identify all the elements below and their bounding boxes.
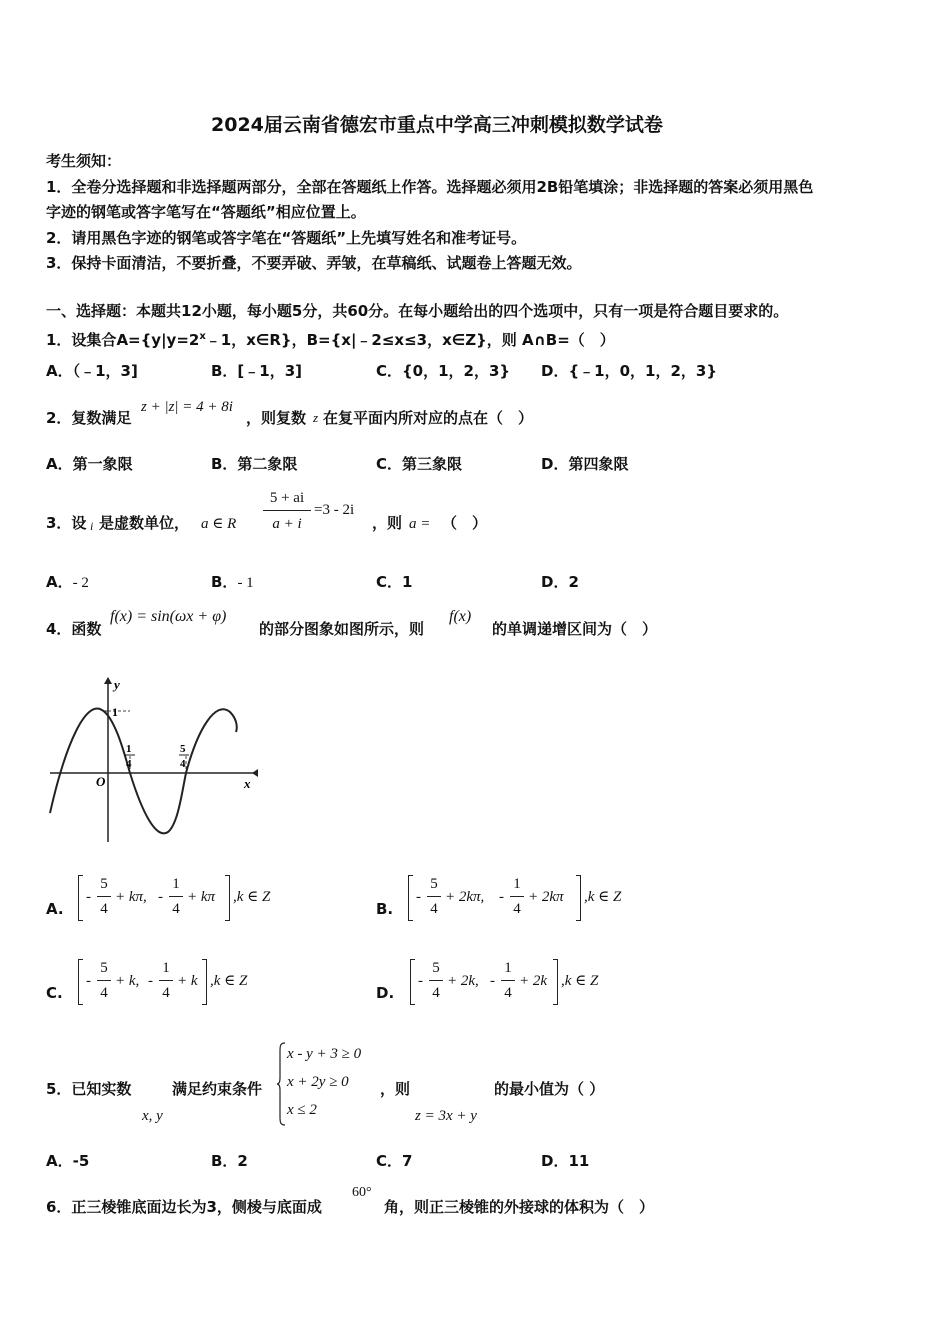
q3-mid2: ，则 bbox=[372, 514, 403, 532]
q3-option-a-label: A． bbox=[46, 573, 73, 591]
minus-sign: - bbox=[499, 889, 504, 905]
q4-b-part1: + 2kπ, bbox=[445, 889, 485, 905]
q3-a-eq: a = bbox=[409, 516, 431, 532]
q3-option-d[interactable]: D．2 bbox=[541, 573, 579, 591]
q5-constraint-1: x - y + 3 ≥ 0 bbox=[287, 1046, 362, 1062]
notice-item: 2．请用黑色字迹的钢笔或答字笔在“答题纸”上先填写姓名和准考证号。 bbox=[46, 229, 527, 247]
q1-set-b: ﹣1，x∈R}，B={x|﹣2≤x≤3，x∈Z}，则 A∩B=（ ） bbox=[205, 331, 615, 349]
frac-den: 4 bbox=[100, 985, 108, 1001]
frac-den: 4 bbox=[172, 901, 180, 917]
frac-bar bbox=[510, 896, 524, 897]
q1-set-a: A={y|y=2 bbox=[116, 331, 200, 349]
q4-c-part2: + k bbox=[177, 973, 198, 989]
q1-option-d[interactable]: D．{﹣1，0，1，2，3} bbox=[541, 362, 717, 380]
notice-item: 字迹的钢笔或答字笔写在“答题纸”相应位置上。 bbox=[46, 203, 366, 221]
bracket-right bbox=[553, 959, 558, 1005]
frac-num: 5 bbox=[430, 876, 438, 892]
q2-formula: z + |z| = 4 + 8i bbox=[141, 399, 233, 415]
q6-prefix: 6．正三棱锥底面边长为3，侧棱与底面成 bbox=[46, 1198, 322, 1216]
bracket-right bbox=[225, 875, 230, 921]
q4-option-b-label[interactable]: B. bbox=[376, 900, 394, 918]
q3-suffix: （ ） bbox=[442, 514, 488, 532]
q2-suffix: 在复平面内所对应的点在（ ） bbox=[323, 409, 534, 427]
q4-mid: 的部分图象如图所示，则 bbox=[259, 620, 425, 638]
graph-five-quarter-den: 4 bbox=[180, 758, 186, 770]
q3-option-a[interactable] bbox=[46, 572, 89, 593]
minus-sign: - bbox=[86, 889, 91, 905]
frac-den: 4 bbox=[504, 985, 512, 1001]
q4-d-tail: ,k ∈ Z bbox=[561, 973, 599, 989]
q4-fx: f(x) bbox=[449, 608, 472, 625]
q5-constraint-2: x + 2y ≥ 0 bbox=[287, 1074, 349, 1090]
q3-option-b-label: B． bbox=[211, 573, 238, 591]
bracket-left bbox=[410, 959, 415, 1005]
notice-item: 3．保持卡面清洁，不要折叠，不要弄破、弄皱，在草稿纸、试题卷上答题无效。 bbox=[46, 254, 582, 272]
q5-suffix: 的最小值为（ ） bbox=[494, 1080, 605, 1098]
notice-heading: 考生须知： bbox=[46, 152, 122, 170]
graph-origin-label: O bbox=[96, 774, 106, 789]
frac-den: 4 bbox=[513, 901, 521, 917]
frac-den: 4 bbox=[430, 901, 438, 917]
q4-a-part1: + kπ, bbox=[115, 889, 147, 905]
q3-option-b[interactable] bbox=[211, 572, 254, 593]
minus-sign: - bbox=[158, 889, 163, 905]
graph-five-quarter-num: 5 bbox=[180, 743, 186, 755]
minus-sign: - bbox=[418, 973, 423, 989]
q4-option-c-label[interactable]: C. bbox=[46, 984, 63, 1002]
system-brace bbox=[276, 1042, 286, 1126]
q3-i: i bbox=[90, 519, 94, 533]
q4-d-part2: + 2k bbox=[519, 973, 548, 989]
frac-num: 5 bbox=[432, 960, 440, 976]
graph-y-label: y bbox=[114, 677, 120, 692]
bracket-left bbox=[408, 875, 413, 921]
q5-prefix: 5．已知实数 bbox=[46, 1080, 132, 1098]
frac-bar bbox=[97, 980, 111, 981]
q4-a-part2: + kπ bbox=[187, 889, 216, 905]
q3-a-in-r: a ∈ R bbox=[201, 516, 237, 532]
q3-option-c[interactable]: C．1 bbox=[376, 573, 413, 591]
q2-option-b[interactable]: B．第二象限 bbox=[211, 455, 298, 473]
frac-num: 1 bbox=[504, 960, 512, 976]
section-heading: 一、选择题：本题共12小题，每小题5分，共60分。在每小题给出的四个选项中，只有一项是符合题目要求的。 bbox=[46, 302, 789, 320]
q5-constraint-3: x ≤ 2 bbox=[287, 1102, 317, 1118]
graph-quarter-num: 1 bbox=[126, 743, 132, 755]
q5-option-b[interactable]: B．2 bbox=[211, 1152, 248, 1170]
frac-num: 5 bbox=[100, 876, 108, 892]
frac-bar bbox=[97, 896, 111, 897]
sine-graph bbox=[46, 672, 262, 844]
bracket-left bbox=[78, 875, 83, 921]
q4-suffix: 的单调递增区间为（ ） bbox=[492, 620, 658, 638]
q4-option-d-label[interactable]: D. bbox=[376, 984, 395, 1002]
q1-option-b[interactable]: B．[﹣1，3] bbox=[211, 362, 303, 380]
q4-c-part1: + k, bbox=[115, 973, 140, 989]
frac-num: 1 bbox=[172, 876, 180, 892]
frac-num: 5 bbox=[100, 960, 108, 976]
graph-quarter-den: 4 bbox=[126, 758, 132, 770]
frac-den: 4 bbox=[100, 901, 108, 917]
q3-rhs: =3 - 2i bbox=[314, 502, 355, 518]
minus-sign: - bbox=[148, 973, 153, 989]
q4-function: f(x) = sin(ωx + φ) bbox=[110, 608, 227, 625]
minus-sign: - bbox=[490, 973, 495, 989]
q3-option-b-value: - 1 bbox=[237, 575, 254, 591]
bracket-left bbox=[78, 959, 83, 1005]
q3-mid1: 是虚数单位， bbox=[99, 514, 190, 532]
q4-prefix: 4．函数 bbox=[46, 620, 102, 638]
page-title: 2024届云南省德宏市重点中学高三冲刺模拟数学试卷 bbox=[211, 114, 663, 136]
frac-num: 1 bbox=[513, 876, 521, 892]
q5-vars: x, y bbox=[142, 1108, 163, 1124]
q5-option-c[interactable]: C．7 bbox=[376, 1152, 413, 1170]
minus-sign: - bbox=[86, 973, 91, 989]
q1-option-c[interactable]: C．{0，1，2，3} bbox=[376, 362, 511, 380]
q3-denominator: a + i bbox=[272, 516, 302, 532]
frac-bar bbox=[501, 980, 515, 981]
q4-a-tail: ,k ∈ Z bbox=[233, 889, 271, 905]
q1-sup: x bbox=[199, 331, 206, 342]
frac-den: 4 bbox=[432, 985, 440, 1001]
q4-b-tail: ,k ∈ Z bbox=[584, 889, 622, 905]
q6-angle: 60° bbox=[352, 1185, 372, 1200]
q4-c-tail: ,k ∈ Z bbox=[210, 973, 248, 989]
q4-b-part2: + 2kπ bbox=[528, 889, 564, 905]
q5-then: ，则 bbox=[380, 1080, 411, 1098]
notice-item: 1．全卷分选择题和非选择题两部分，全部在答题纸上作答。选择题必须用2B铅笔填涂；非选择题的答案必须用黑色 bbox=[46, 178, 814, 196]
q2-mid: ，则复数 bbox=[246, 409, 307, 427]
frac-num: 1 bbox=[162, 960, 170, 976]
bracket-right bbox=[202, 959, 207, 1005]
q5-mid: 满足约束条件 bbox=[172, 1080, 263, 1098]
graph-x-label: x bbox=[244, 776, 251, 791]
q4-option-a-label[interactable]: A. bbox=[46, 900, 64, 918]
q4-d-part1: + 2k, bbox=[447, 973, 479, 989]
q6-suffix: 角，则正三棱锥的外接球的体积为（ ） bbox=[384, 1198, 655, 1216]
q2-option-c[interactable]: C．第三象限 bbox=[376, 455, 463, 473]
q5-objective: z = 3x + y bbox=[415, 1108, 477, 1124]
q3-numerator: 5 + ai bbox=[269, 490, 305, 506]
q3-fraction-bar bbox=[263, 510, 311, 511]
frac-bar bbox=[429, 980, 443, 981]
q2-option-d[interactable]: D．第四象限 bbox=[541, 455, 629, 473]
q2-option-a[interactable]: A．第一象限 bbox=[46, 455, 133, 473]
frac-bar bbox=[159, 980, 173, 981]
graph-one-label: 1 bbox=[112, 705, 118, 719]
frac-bar bbox=[169, 896, 183, 897]
frac-bar bbox=[427, 896, 441, 897]
q3-option-a-value: - 2 bbox=[72, 575, 89, 591]
bracket-right bbox=[576, 875, 581, 921]
q1-prefix: 1．设集合 bbox=[46, 331, 117, 349]
frac-den: 4 bbox=[162, 985, 170, 1001]
q1-option-a[interactable]: A．（﹣1，3] bbox=[46, 362, 138, 380]
q5-option-d[interactable]: D．11 bbox=[541, 1152, 590, 1170]
q3-prefix: 3．设 bbox=[46, 514, 87, 532]
q2-var: z bbox=[313, 410, 319, 425]
q2-prefix: 2．复数满足 bbox=[46, 409, 132, 427]
q5-option-a[interactable]: A．-5 bbox=[46, 1152, 90, 1170]
question-1 bbox=[46, 327, 615, 350]
minus-sign: - bbox=[416, 889, 421, 905]
